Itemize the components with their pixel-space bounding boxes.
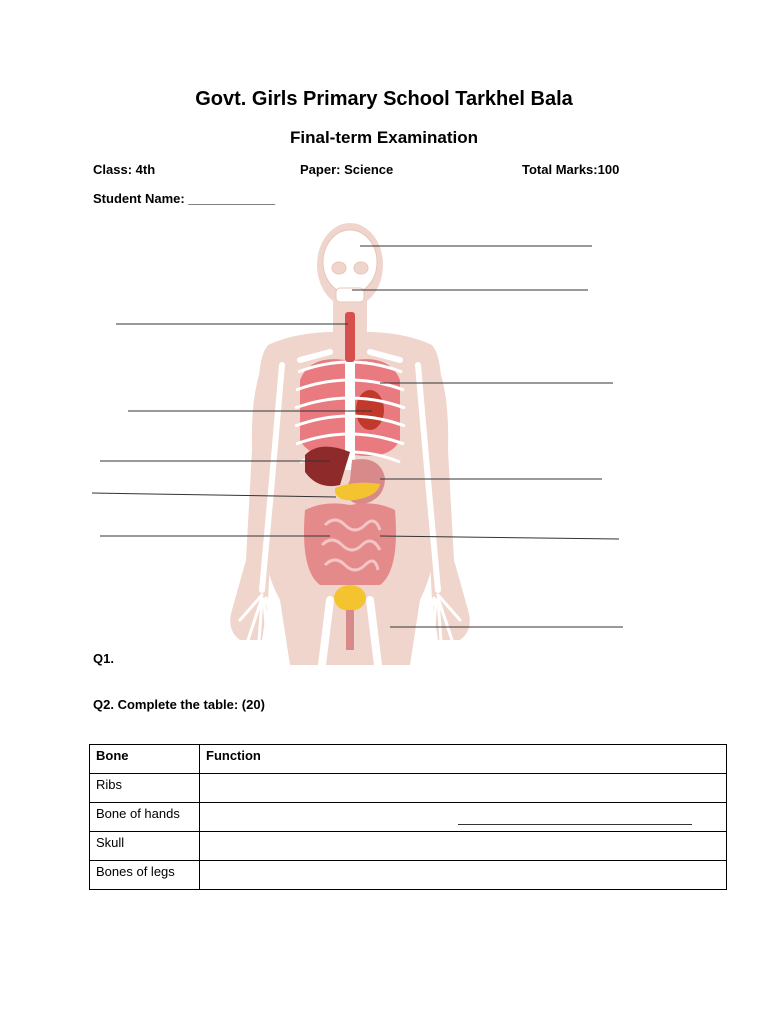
table-header-function: Function [200, 745, 727, 774]
bones-table [89, 744, 727, 890]
class-label: Class: 4th [93, 162, 156, 177]
table-row [90, 803, 727, 832]
table-row [90, 861, 727, 890]
trachea [345, 312, 355, 362]
question-1-label: Q1. [93, 651, 114, 666]
paper-label: Paper: Science [300, 162, 394, 177]
student-name-label: Student Name: ____________ [93, 191, 276, 206]
bladder [334, 585, 366, 611]
school-name: Govt. Girls Primary School Tarkhel Bala [195, 88, 573, 110]
function-cell[interactable] [200, 803, 727, 832]
total-marks-label: Total Marks:100 [522, 162, 620, 177]
exam-title: Final-term Examination [290, 128, 478, 147]
urethra [346, 610, 354, 650]
large-intestine [304, 503, 396, 585]
bone-cell: Skull [90, 832, 200, 861]
bone-cell: Ribs [90, 774, 200, 803]
table-row [90, 832, 727, 861]
table-header-row [90, 745, 727, 774]
answer-line [458, 824, 692, 825]
function-cell[interactable] [200, 861, 727, 890]
question-2-label: Q2. Complete the table: (20) [93, 697, 265, 712]
function-cell[interactable] [200, 774, 727, 803]
bone-cell: Bones of legs [90, 861, 200, 890]
heart [356, 390, 384, 430]
table-header-bone: Bone [90, 745, 200, 774]
bone-cell: Bone of hands [90, 803, 200, 832]
table-row [90, 774, 727, 803]
function-cell[interactable] [200, 832, 727, 861]
